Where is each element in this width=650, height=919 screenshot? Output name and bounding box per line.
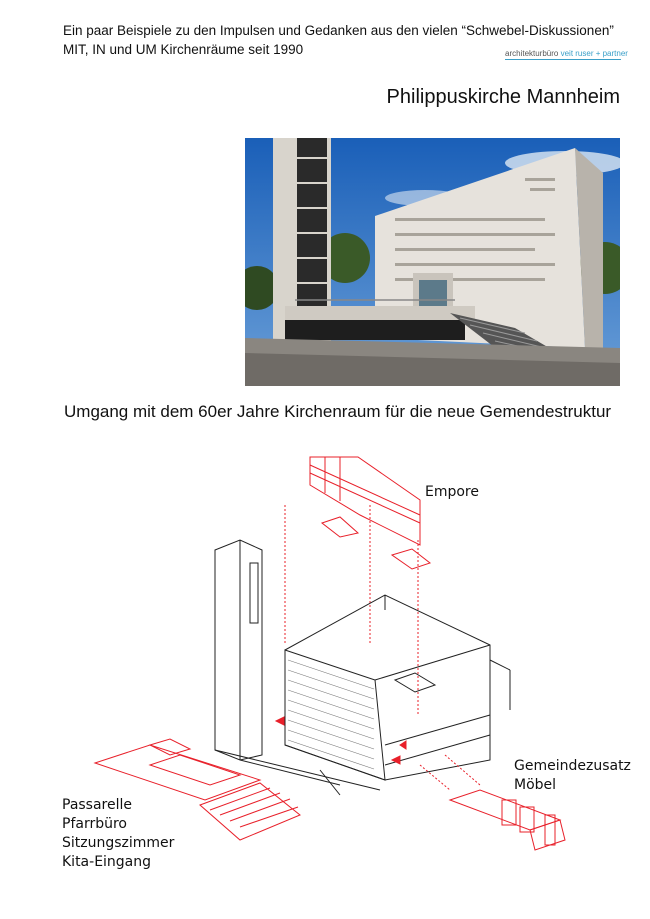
- label-sitzungszimmer: Sitzungszimmer: [62, 835, 175, 851]
- logo-text-a: architekturbüro: [505, 49, 559, 58]
- label-gemeindezusatz: Gemeindezusatz: [514, 758, 631, 774]
- subtitle: Umgang mit dem 60er Jahre Kirchenraum für die neue Gemendestruktur: [64, 402, 612, 421]
- isometric-diagram: [40, 445, 640, 885]
- label-moebel: Möbel: [514, 777, 557, 793]
- office-logo: [505, 49, 628, 58]
- label-passarelle: Passarelle: [62, 797, 133, 813]
- furniture-element: [450, 790, 565, 850]
- label-kita-eingang: Kita-Eingang: [62, 854, 152, 870]
- logo-rule: [505, 59, 621, 60]
- header-line-1: Ein paar Beispiele zu den Impulsen und Gedanken aus den vielen “Schwebel-Diskussionen”: [63, 23, 614, 38]
- church-photo: [245, 138, 620, 386]
- logo-text-b: veit ruser + partner: [560, 49, 628, 58]
- label-empore: Empore: [425, 484, 479, 500]
- header-line-2: MIT, IN und UM Kirchenräume seit 1990: [63, 42, 304, 57]
- page-title: Philippuskirche Mannheim: [386, 86, 620, 108]
- label-pfarrbuero: Pfarrbüro: [62, 816, 127, 832]
